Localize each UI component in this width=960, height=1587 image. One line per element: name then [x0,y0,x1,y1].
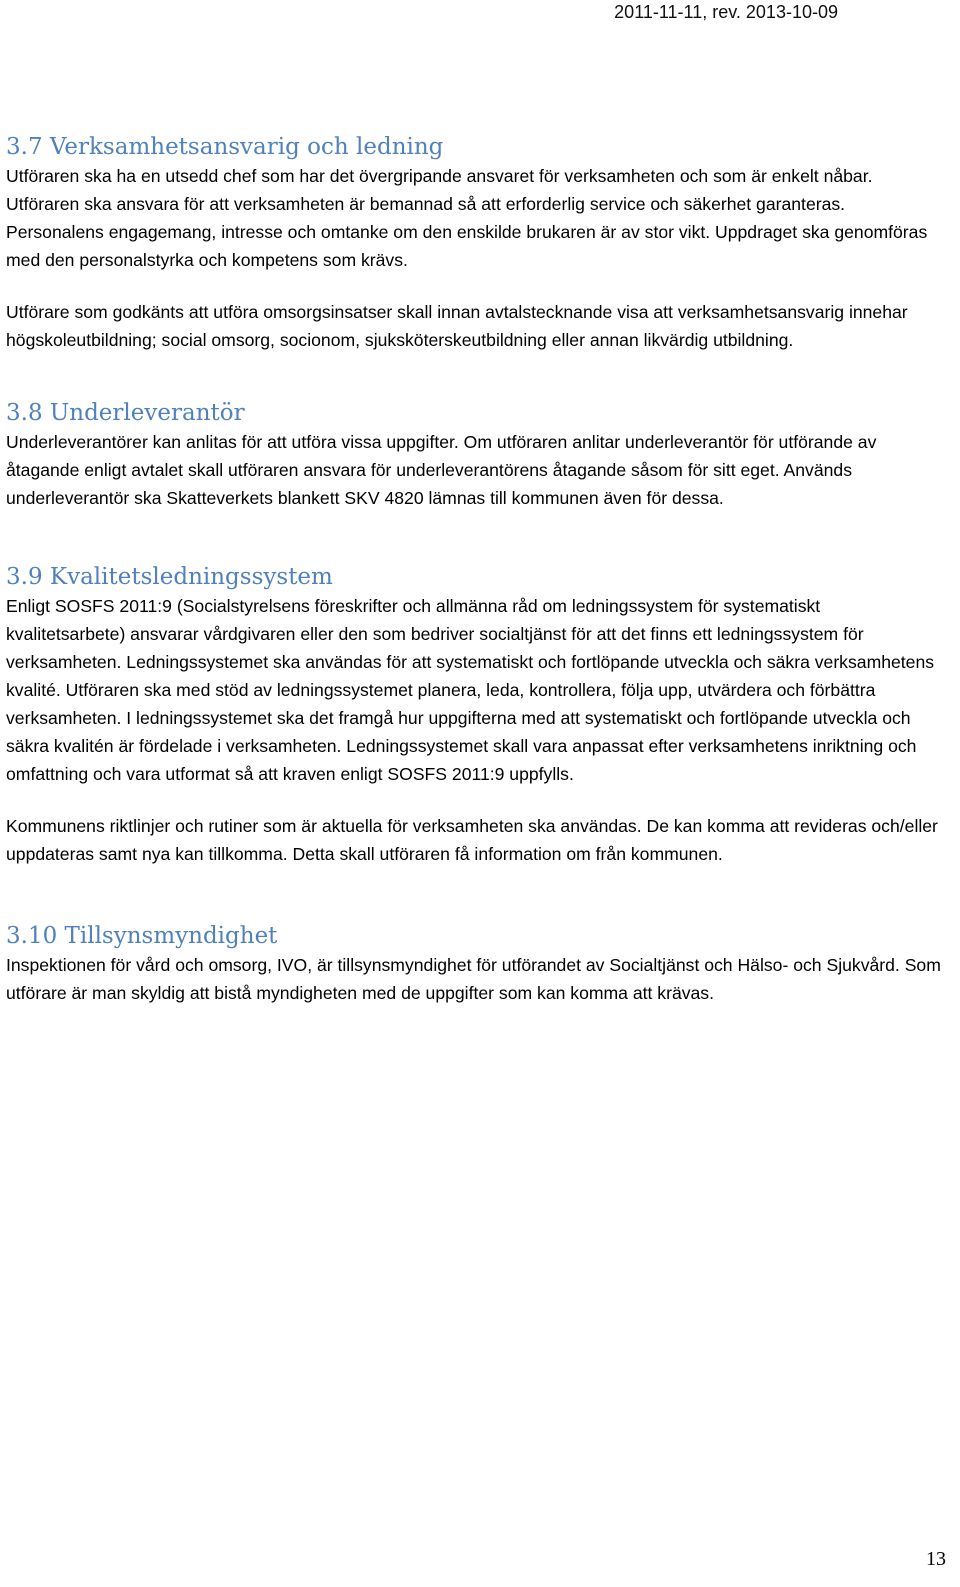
section-heading: 3.8 Underleverantör [6,400,245,426]
section-3-10 [6,921,942,1007]
document-body [6,132,942,1007]
paragraph: Underleverantörer kan anlitas för att utföra vissa uppgifter. Om utföraren anlitar underleverantör för utförande av åtagande enligt avtalet skall utföraren ansvara för underleverantörens åtagande såsom för sitt eget. Används underleverantör ska Skatteverkets blankett SKV 4820 lämnas till kommunen även för dessa. [6,432,877,508]
paragraph: Utförare som godkänts att utföra omsorgsinsatser skall innan avtalstecknande visa att verksamhetsansvarig innehar högskoleutbildning; social omsorg, socionom, sjuksköterskeutbildning eller annan likvärdig utbildning. [6,302,908,350]
paragraph: Enligt SOSFS 2011:9 (Socialstyrelsens föreskrifter och allmänna råd om ledningssystem för systematiskt kvalitetsarbete) ansvarar vårdgivaren eller den som bedriver socialtjänst för att det finns ett ledningssystem för verksamheten. Ledningssystemet ska användas för att systematiskt och fortlöpande utveckla och säkra verksamhetens kvalité. Utföraren ska med stöd av ledningssystemet planera, leda, kontrollera, följa upp, utvärdera och förbättra verksamheten. I ledningssystemet ska det framgå hur uppgifterna med att systematiskt och fortlöpande utveckla och säkra kvalitén är fördelade i verksamheten. Ledningssystemet skall vara anpassat efter verksamhetens inriktning och omfattning och vara utformat så att kraven enligt SOSFS 2011:9 uppfylls. [6,596,935,784]
paragraph: Utföraren ska ha en utsedd chef som har det övergripande ansvaret för verksamheten och som är enkelt nåbar. Utföraren ska ansvara för att verksamheten är bemannad så att erforderlig service och säkerhet garanteras. Personalens engagemang, intresse och omtanke om den enskilde brukaren är av stor vikt. Uppdraget ska genomföras med den personalstyrka och kompetens som krävs. [6,166,928,270]
section-3-7 [6,132,942,354]
section-heading: 3.7 Verksamhetsansvarig och ledning [6,134,444,160]
header-date: 2011-11-11, rev. 2013-10-09 [614,2,838,22]
paragraph: Inspektionen för vård och omsorg, IVO, är tillsynsmyndighet för utförandet av Socialtjänst och Hälso- och Sjukvård. Som utförare är man skyldig att bistå myndigheten med de uppgifter som kan komma att krävas. [6,955,941,1003]
page-number: 13 [926,1548,946,1570]
paragraph: Kommunens riktlinjer och rutiner som är aktuella för verksamheten ska användas. De kan komma att revideras och/eller uppdateras samt nya kan tillkomma. Detta skall utföraren få information om från kommunen. [6,816,938,864]
section-3-8 [6,398,942,512]
section-3-9 [6,562,942,868]
section-heading: 3.9 Kvalitetsledningssystem [6,564,333,590]
section-heading: 3.10 Tillsynsmyndighet [6,923,278,949]
